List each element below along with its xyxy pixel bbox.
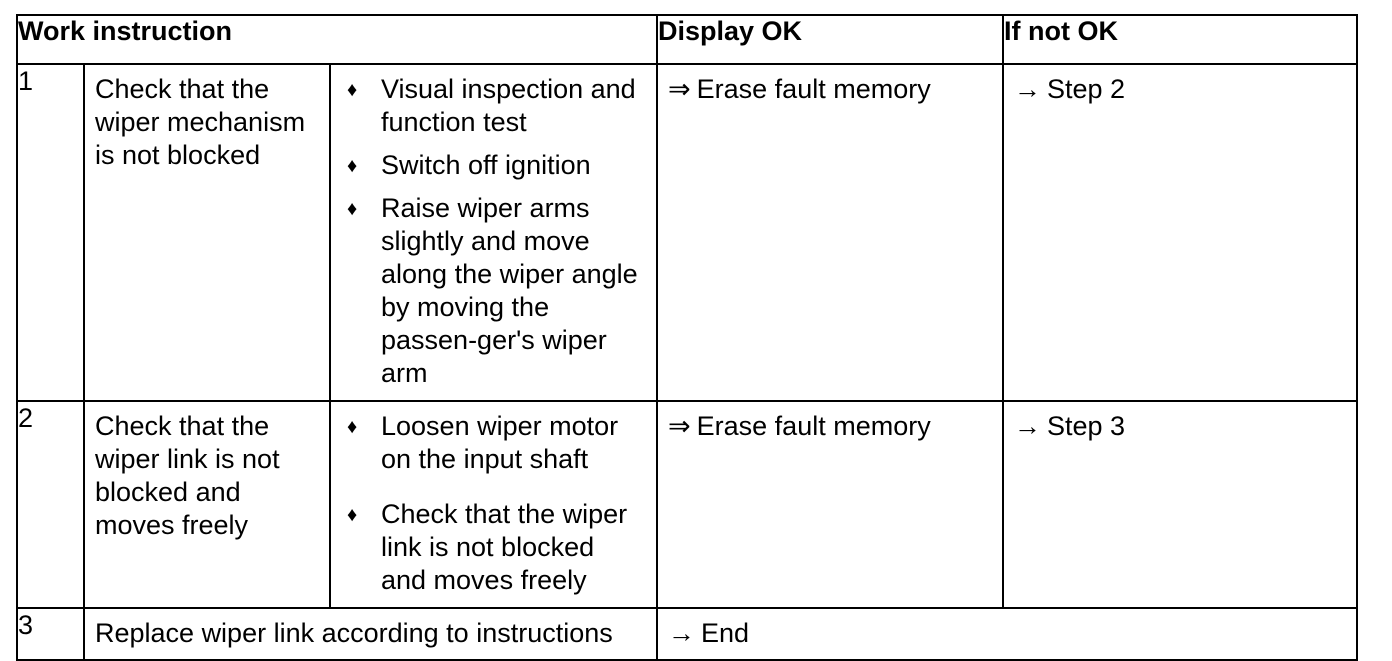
double-arrow-icon: ⇒ xyxy=(668,411,691,441)
bullet-item xyxy=(341,498,646,597)
bullet-list xyxy=(331,402,656,597)
check-text: Check that the wiper link is not blocked and moves freely xyxy=(95,411,280,540)
if-not-ok-cell xyxy=(1003,401,1357,608)
bullet-item xyxy=(341,192,646,390)
right-arrow-icon: → xyxy=(1014,411,1042,441)
display-ok-text: Erase fault memory xyxy=(696,411,931,441)
display-ok-cell xyxy=(657,64,1003,401)
right-arrow-icon: → xyxy=(1014,74,1042,104)
if-not-ok-text: Step 2 xyxy=(1047,74,1126,104)
bullet-list xyxy=(331,65,656,390)
header-row xyxy=(17,15,1357,64)
instruction-cell xyxy=(84,608,657,660)
bullets-cell xyxy=(330,401,657,608)
check-cell xyxy=(84,64,330,401)
diamond-bullet-icon: ♦ xyxy=(347,79,358,101)
step-number: 2 xyxy=(17,401,84,608)
diamond-bullet-icon: ♦ xyxy=(347,416,358,438)
end-text: End xyxy=(701,618,750,648)
check-text: Check that the wiper mechanism is not blocked xyxy=(95,74,306,170)
if-not-ok-text: Step 3 xyxy=(1047,411,1126,441)
header-if-not-ok: If not OK xyxy=(1003,15,1357,64)
bullet-item xyxy=(341,410,646,476)
diamond-bullet-icon: ♦ xyxy=(347,198,358,220)
double-arrow-icon: ⇒ xyxy=(668,74,691,104)
step-number: 3 xyxy=(17,608,84,660)
if-not-ok-cell xyxy=(1003,64,1357,401)
end-cell xyxy=(657,608,1357,660)
bullet-text: Switch off ignition xyxy=(381,150,591,180)
check-cell xyxy=(84,401,330,608)
display-ok-cell xyxy=(657,401,1003,608)
work-instruction-table-frame xyxy=(16,14,1356,648)
bullet-item xyxy=(341,149,646,182)
work-instruction-table xyxy=(16,14,1358,661)
bullet-text: Loosen wiper motor on the input shaft xyxy=(381,411,619,474)
bullet-text: Raise wiper arms slightly and move along the wiper angle by moving the passen-ger's wiper arm xyxy=(381,193,638,388)
instruction-text: Replace wiper link according to instructions xyxy=(95,618,613,648)
header-work-instruction: Work instruction xyxy=(17,15,657,64)
diamond-bullet-icon: ♦ xyxy=(347,504,358,526)
bullet-text: Visual inspection and function test xyxy=(381,74,636,137)
table-row xyxy=(17,608,1357,660)
bullet-text: Check that the wiper link is not blocked and moves freely xyxy=(381,499,628,595)
table-row xyxy=(17,401,1357,608)
display-ok-text: Erase fault memory xyxy=(696,74,931,104)
bullet-item xyxy=(341,73,646,139)
step-number: 1 xyxy=(17,64,84,401)
diamond-bullet-icon: ♦ xyxy=(347,155,358,177)
right-arrow-icon: → xyxy=(668,618,696,648)
bullets-cell xyxy=(330,64,657,401)
table-row xyxy=(17,64,1357,401)
header-display-ok: Display OK xyxy=(657,15,1003,64)
